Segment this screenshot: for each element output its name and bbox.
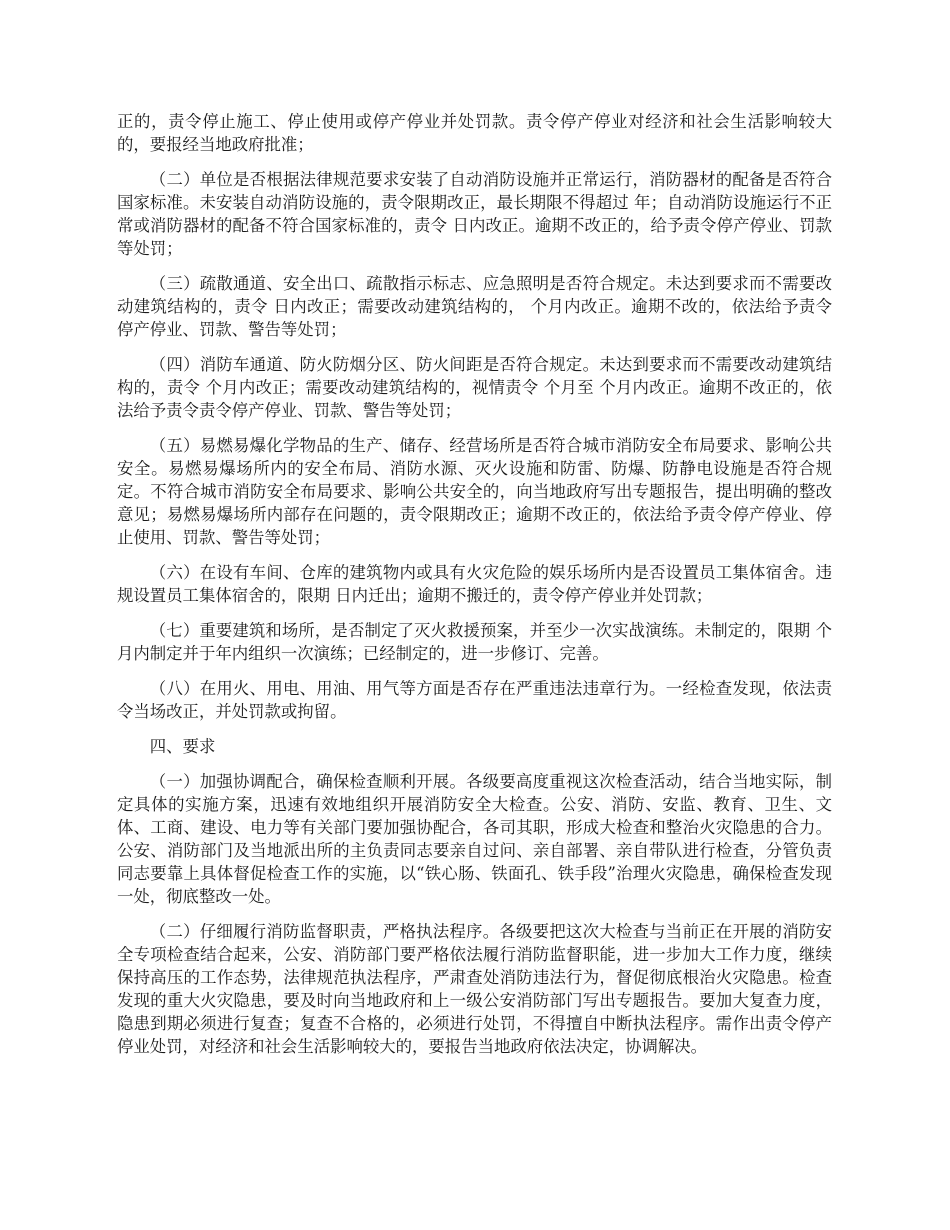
paragraph-requirement-2: （二）仔细履行消防监督职责，严格执法程序。各级要把这次大检查与当前正在开展的消防安全专项检查结合起来，公安、消防部门要严格依法履行消防监督职能，进一步加大工作力度，继续保持高压的工作态势，法律规范执法程序，严肃查处消防违法行为，督促彻底根治火灾隐患。检查发现的重大火灾隐患，要及时向当地政府和上一级公安消防部门写出专题报告。要加大复查力度，隐患到期必须进行复查；复查不合格的，必须进行处罚，不得擅自中断执法程序。需作出责令停产停业处罚，对经济和社会生活影响较大的，要报告当地政府依法决定，协调解决。 bbox=[117, 922, 832, 1056]
section-heading-requirements: 四、要求 bbox=[149, 737, 216, 756]
paragraph-item-6: （六）在设有车间、仓库的建筑物内或具有火灾危险的娱乐场所内是否设置员工集体宿舍。违规设置员工集体宿舍的，限期 日内迁出；逾期不搬迁的，责令停产停业并处罚款； bbox=[117, 563, 832, 605]
paragraph-item-3: （三）疏散通道、安全出口、疏散指示标志、应急照明是否符合规定。未达到要求而不需要改动建筑结构的，责令 日内改正；需要改动建筑结构的， 个月内改正。逾期不改的，依法给予责令停产停业、罚款、警告等处罚； bbox=[117, 274, 832, 339]
document-body bbox=[117, 110, 832, 1070]
paragraph-item-5: （五）易燃易爆化学物品的生产、储存、经营场所是否符合城市消防安全布局要求、影响公共安全。易燃易爆场所内的安全布局、消防水源、灭火设施和防雷、防爆、防静电设施是否符合规定。不符合城市消防安全布局要求、影响公共安全的，向当地政府写出专题报告，提出明确的整改意见；易燃易爆场所内部存在问题的，责令限期改正；逾期不改正的，依法给予责令停产停业、停止使用、罚款、警告等处罚； bbox=[117, 436, 832, 547]
paragraph-item-7: （七）重要建筑和场所，是否制定了灭火救援预案，并至少一次实战演练。未制定的，限期 个月内制定并于年内组织一次演练；已经制定的，进一步修订、完善。 bbox=[117, 621, 832, 663]
paragraph-item-4: （四）消防车通道、防火防烟分区、防火间距是否符合规定。未达到要求而不需要改动建筑结构的，责令 个月内改正；需要改动建筑结构的，视情责令 个月至 个月内改正。逾期不改正的，依法给予责令责令停产停业、罚款、警告等处罚； bbox=[117, 355, 832, 420]
paragraph-continuation: 正的，责令停止施工、停止使用或停产停业并处罚款。责令停产停业对经济和社会生活影响较大的，要报经当地政府批准； bbox=[117, 112, 832, 154]
paragraph-item-8: （八）在用火、用电、用油、用气等方面是否存在严重违法违章行为。一经检查发现，依法责令当场改正，并处罚款或拘留。 bbox=[117, 679, 832, 721]
paragraph-item-2: （二）单位是否根据法律规范要求安装了自动消防设施并正常运行，消防器材的配备是否符合国家标准。未安装自动消防设施的，责令限期改正，最长期限不得超过 年；自动消防设施运行不正常或消防器材的配备不符合国家标准的，责令 日内改正。逾期不改正的，给予责令停产停业、罚款等处罚； bbox=[117, 170, 832, 258]
paragraph-requirement-1: （一）加强协调配合，确保检查顺利开展。各级要高度重视这次检查活动，结合当地实际，制定具体的实施方案，迅速有效地组织开展消防安全大检查。公安、消防、安监、教育、卫生、文体、工商、建设、电力等有关部门要加强协配合，各司其职，形成大检查和整治火灾隐患的合力。公安、消防部门及当地派出所的主负责同志要亲自过问、亲自部署、亲自带队进行检查，分管负责同志要靠上具体督促检查工作的实施，以“铁心肠、铁面孔、铁手段”治理火灾隐患，确保检查发现一处，彻底整改一处。 bbox=[117, 772, 832, 906]
